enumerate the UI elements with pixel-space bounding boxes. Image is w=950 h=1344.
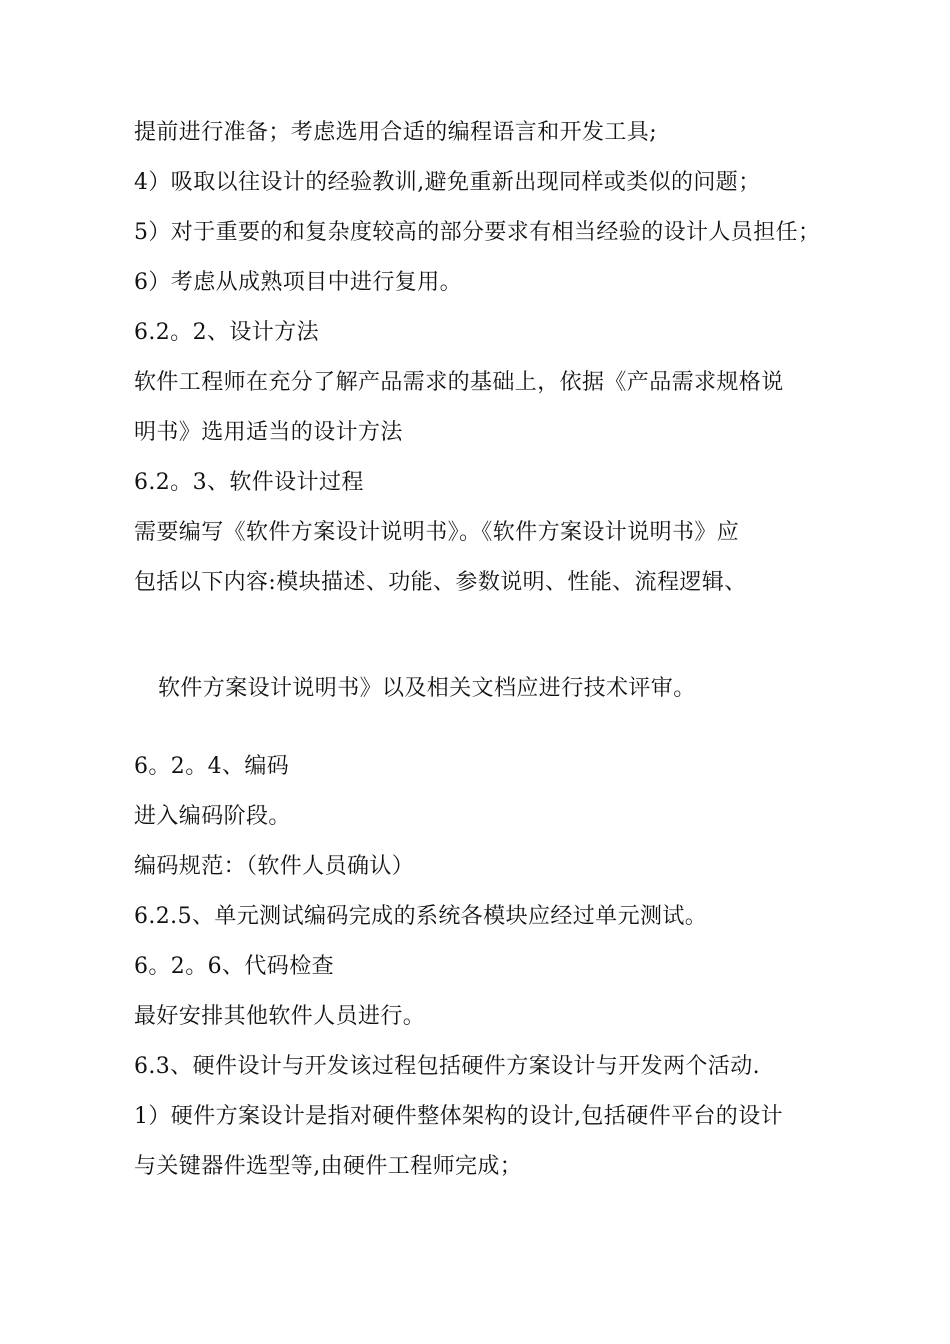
- text-line-7: 明书》选用适当的设计方法: [134, 420, 403, 445]
- text-line-11: 软件方案设计说明书》以及相关文档应进行技术评审。: [158, 676, 696, 701]
- text-line-4: 6）考虑从成熟项目中进行复用。: [134, 270, 462, 295]
- text-line-6: 软件工程师在充分了解产品需求的基础上，依据《产品需求规格说: [134, 370, 784, 395]
- section-heading-6-2-5: 6.2.5、单元测试编码完成的系统各模块应经过单元测试。: [134, 904, 708, 929]
- text-line-9: 需要编写《软件方案设计说明书》。《软件方案设计说明书》应: [134, 520, 740, 545]
- text-line-20: 与关键器件选型等,由硬件工程师完成；: [134, 1154, 523, 1179]
- text-line-2: 4）吸取以往设计的经验教训,避免重新出现同样或类似的问题；: [134, 170, 761, 195]
- text-line-14: 编码规范：（软件人员确认）: [134, 854, 415, 879]
- section-heading-6-2-4: 6。2。4、编码: [134, 754, 290, 779]
- text-line-1: 提前进行准备；考虑选用合适的编程语言和开发工具;: [134, 120, 658, 145]
- text-line-10: 包括以下内容:模块描述、功能、参数说明、性能、流程逻辑、: [134, 570, 747, 595]
- section-heading-6-2-6: 6。2。6、代码检查: [134, 954, 334, 979]
- text-line-19: 1）硬件方案设计是指对硬件整体架构的设计,包括硬件平台的设计: [134, 1104, 783, 1129]
- section-heading-6-2-3: 6.2。3、软件设计过程: [134, 470, 364, 495]
- text-line-3: 5）对于重要的和复杂度较高的部分要求有相当经验的设计人员担任；: [134, 220, 821, 245]
- text-line-17: 最好安排其他软件人员进行。: [134, 1004, 426, 1029]
- section-heading-6-2-2: 6.2。2、设计方法: [134, 320, 319, 345]
- section-heading-6-3: 6.3、硬件设计与开发该过程包括硬件方案设计与开发两个活动.: [134, 1054, 760, 1079]
- text-line-13: 进入编码阶段。: [134, 804, 291, 829]
